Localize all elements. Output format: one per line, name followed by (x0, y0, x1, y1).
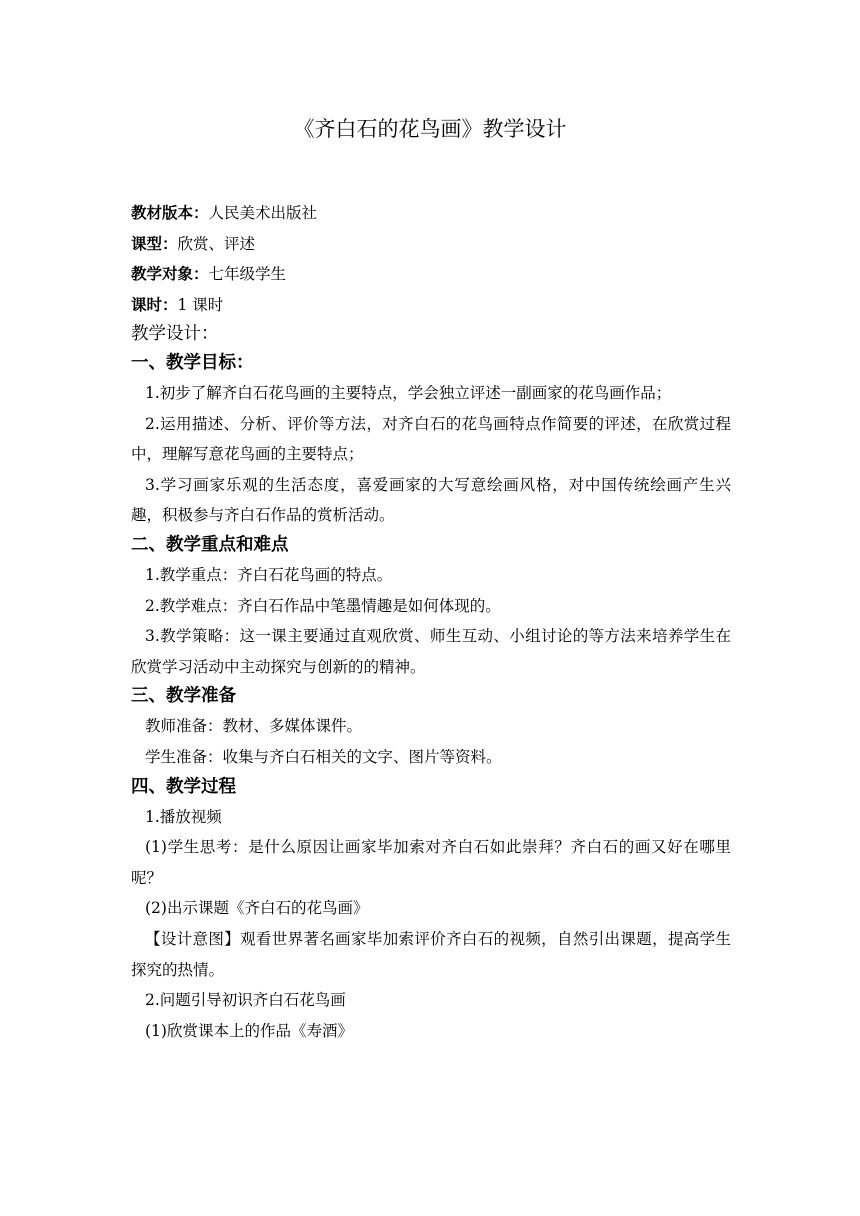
meta-audience-value: 七年级学生 (208, 265, 287, 283)
meta-lesson-type (131, 229, 731, 260)
process-heading: 四、教学过程 (131, 776, 236, 797)
key-points-heading: 二、教学重点和难点 (131, 534, 289, 555)
preparation-item-1: 教师准备：教材、多媒体课件。 (145, 717, 363, 736)
process-item-1: 1.播放视频 (145, 807, 222, 826)
process-item-5: 2.问题引导初识齐白石花鸟画 (145, 991, 346, 1010)
document-title: 《齐白石的花鸟画》教学设计 (293, 117, 567, 141)
design-heading: 教学设计： (131, 324, 219, 344)
meta-audience-key: 教学对象： (131, 265, 209, 283)
process-item-3: (2)出示课题《齐白石的花鸟画》 (145, 899, 369, 918)
meta-hours (131, 290, 731, 321)
meta-audience (131, 259, 731, 290)
goal-item-2: 2.运用描述、分析、评价等方法，对齐白石的花鸟画特点作简要的评述，在欣赏过程中，理解写意花鸟画的主要特点； (131, 414, 731, 464)
preparation-heading: 三、教学准备 (131, 686, 236, 707)
key-point-item-2: 2.教学难点：齐白石作品中笔墨情趣是如何体现的。 (145, 596, 501, 615)
process-item-2: (1)学生思考：是什么原因让画家毕加索对齐白石如此崇拜？齐白石的画又好在哪里呢？ (131, 838, 731, 887)
document-body (131, 198, 731, 1046)
meta-edition-key: 教材版本： (131, 204, 209, 222)
goals-heading: 一、教学目标： (131, 353, 254, 373)
goal-item-3: 3.学习画家乐观的生活态度，喜爱画家的大写意绘画风格，对中国传统绘画产生兴趣，积极参与齐白石作品的赏析活动。 (131, 475, 731, 525)
process-item-4: 【设计意图】观看世界著名画家毕加索评价齐白石的视频，自然引出课题，提高学生探究的热情。 (131, 929, 731, 979)
process-item-6: (1)欣赏课本上的作品《寿酒》 (145, 1021, 353, 1040)
meta-edition-value: 人民美术出版社 (208, 204, 318, 222)
meta-lesson-type-value: 欣赏、评述 (177, 234, 256, 253)
key-point-item-3: 3.教学策略：这一课主要通过直观欣赏、师生互动、小组讨论的等方法来培养学生在欣赏学习活动中主动探究与创新的的精神。 (131, 627, 731, 676)
meta-hours-key: 课时： (131, 295, 178, 314)
key-point-item-1: 1.教学重点：齐白石花鸟画的特点。 (145, 565, 393, 584)
meta-hours-value: 1 课时 (177, 295, 224, 314)
meta-lesson-type-key: 课型： (131, 234, 178, 253)
preparation-item-2: 学生准备：收集与齐白石相关的文字、图片等资料。 (145, 747, 502, 766)
meta-edition (131, 198, 731, 229)
goal-item-1: 1.初步了解齐白石花鸟画的主要特点，学会独立评述一副画家的花鸟画作品； (145, 384, 672, 402)
